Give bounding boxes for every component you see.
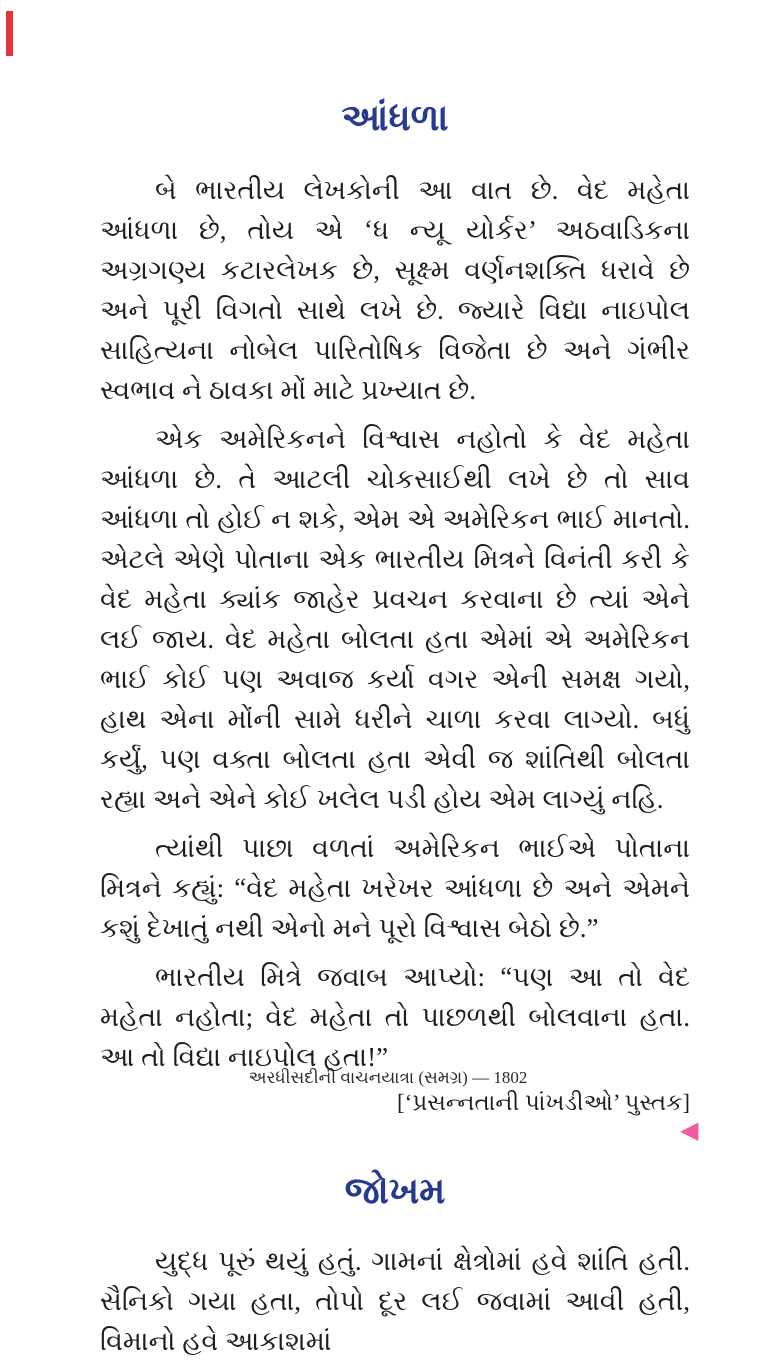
paragraph: ભારતીય મિત્રે જવાબ આપ્યો: “પણ આ તો વેદ મહેતા નહોતા; વેદ મહેતા તો પાછળથી બોલવાના હતા. આ તો વિદ્યા નાઇપોલ હતા!”	[100, 962, 690, 1072]
paragraph: એક અમેરિકનને વિશ્વાસ નહોતો કે વેદ મહેતા આંધળા છે. તે આટલી ચોકસાઈથી લખે છે તો સાવ આંધળા તો હોઈ ન શકે, એમ એ અમેરિકન ભાઈ માનતો. એટલે એણે પોતાના એક ભારતીય મિત્રને વિનંતી કરી કે વેદ મહેતા ક્યાંક જાહેર પ્રવચન કરવાના છે ત્યાં એને લઈ જાય. વેદ મહેતા બોલતા હતા એમાં એ અમેરિકન ભાઈ કોઈ પણ અવાજ કર્યા વગર એની સમક્ષ ગયો, હાથ એના મોંની સામે ધરીને ચાળા કરવા લાગ્યો. બધું કર્યું, પણ વક્તા બોલતા હતા એવી જ શાંતિથી બોલતા રહ્યા અને એને કોઈ ખલેલ પડી હોય એમ લાગ્યું નહિ.	[100, 424, 690, 814]
paragraph: ત્યાંથી પાછા વળતાં અમેરિકન ભાઈએ પોતાના મિત્રને કહ્યું: “વેદ મહેતા ખરેખર આંધળા છે અને એમને કશું દેખાતું નથી એનો મને પૂરો વિશ્વાસ બેઠો છે.”	[100, 833, 690, 943]
prev-page-triangle-icon[interactable]: ◀	[680, 1116, 699, 1144]
page-content	[100, 96, 690, 1370]
article-title-jokham: જોખમ	[344, 1171, 446, 1212]
source-attribution: [‘પ્રસન્નતાની પાંખડીઓ’ પુસ્તક]	[397, 1090, 690, 1115]
page-footer: અરધીસદીની વાચનયાત્રા (સમગ્ર) — 1802	[248, 1068, 528, 1087]
corner-print-mark	[6, 11, 13, 56]
paragraph: યુદ્ધ પૂરું થયું હતું. ગામનાં ક્ષેત્રોમાં હવે શાંતિ હતી. સૈનિકો ગયા હતા, તોપો દૂર લઈ જવામાં આવી હતી, વિમાનો હવે આકાશમાં	[100, 1246, 690, 1356]
article-title-andhala: આંધળા	[341, 98, 449, 139]
paragraph: બે ભારતીય લેખકોની આ વાત છે. વેદ મહેતા આંધળા છે, તોય એ ‘ધ ન્યૂ યોર્કર’ અઠવાડિકના અગ્રગણ્ય કટારલેખક છે, સૂક્ષ્મ વર્ણનશક્તિ ધરાવે છે અને પૂરી વિગતો સાથે લખે છે. જ્યારે વિદ્યા નાઇપોલ સાહિત્યના નોબેલ પારિતોષિક વિજેતા છે અને ગંભીર સ્વભાવ ને ઠાવકા મોં માટે પ્રખ્યાત છે.	[100, 175, 690, 405]
